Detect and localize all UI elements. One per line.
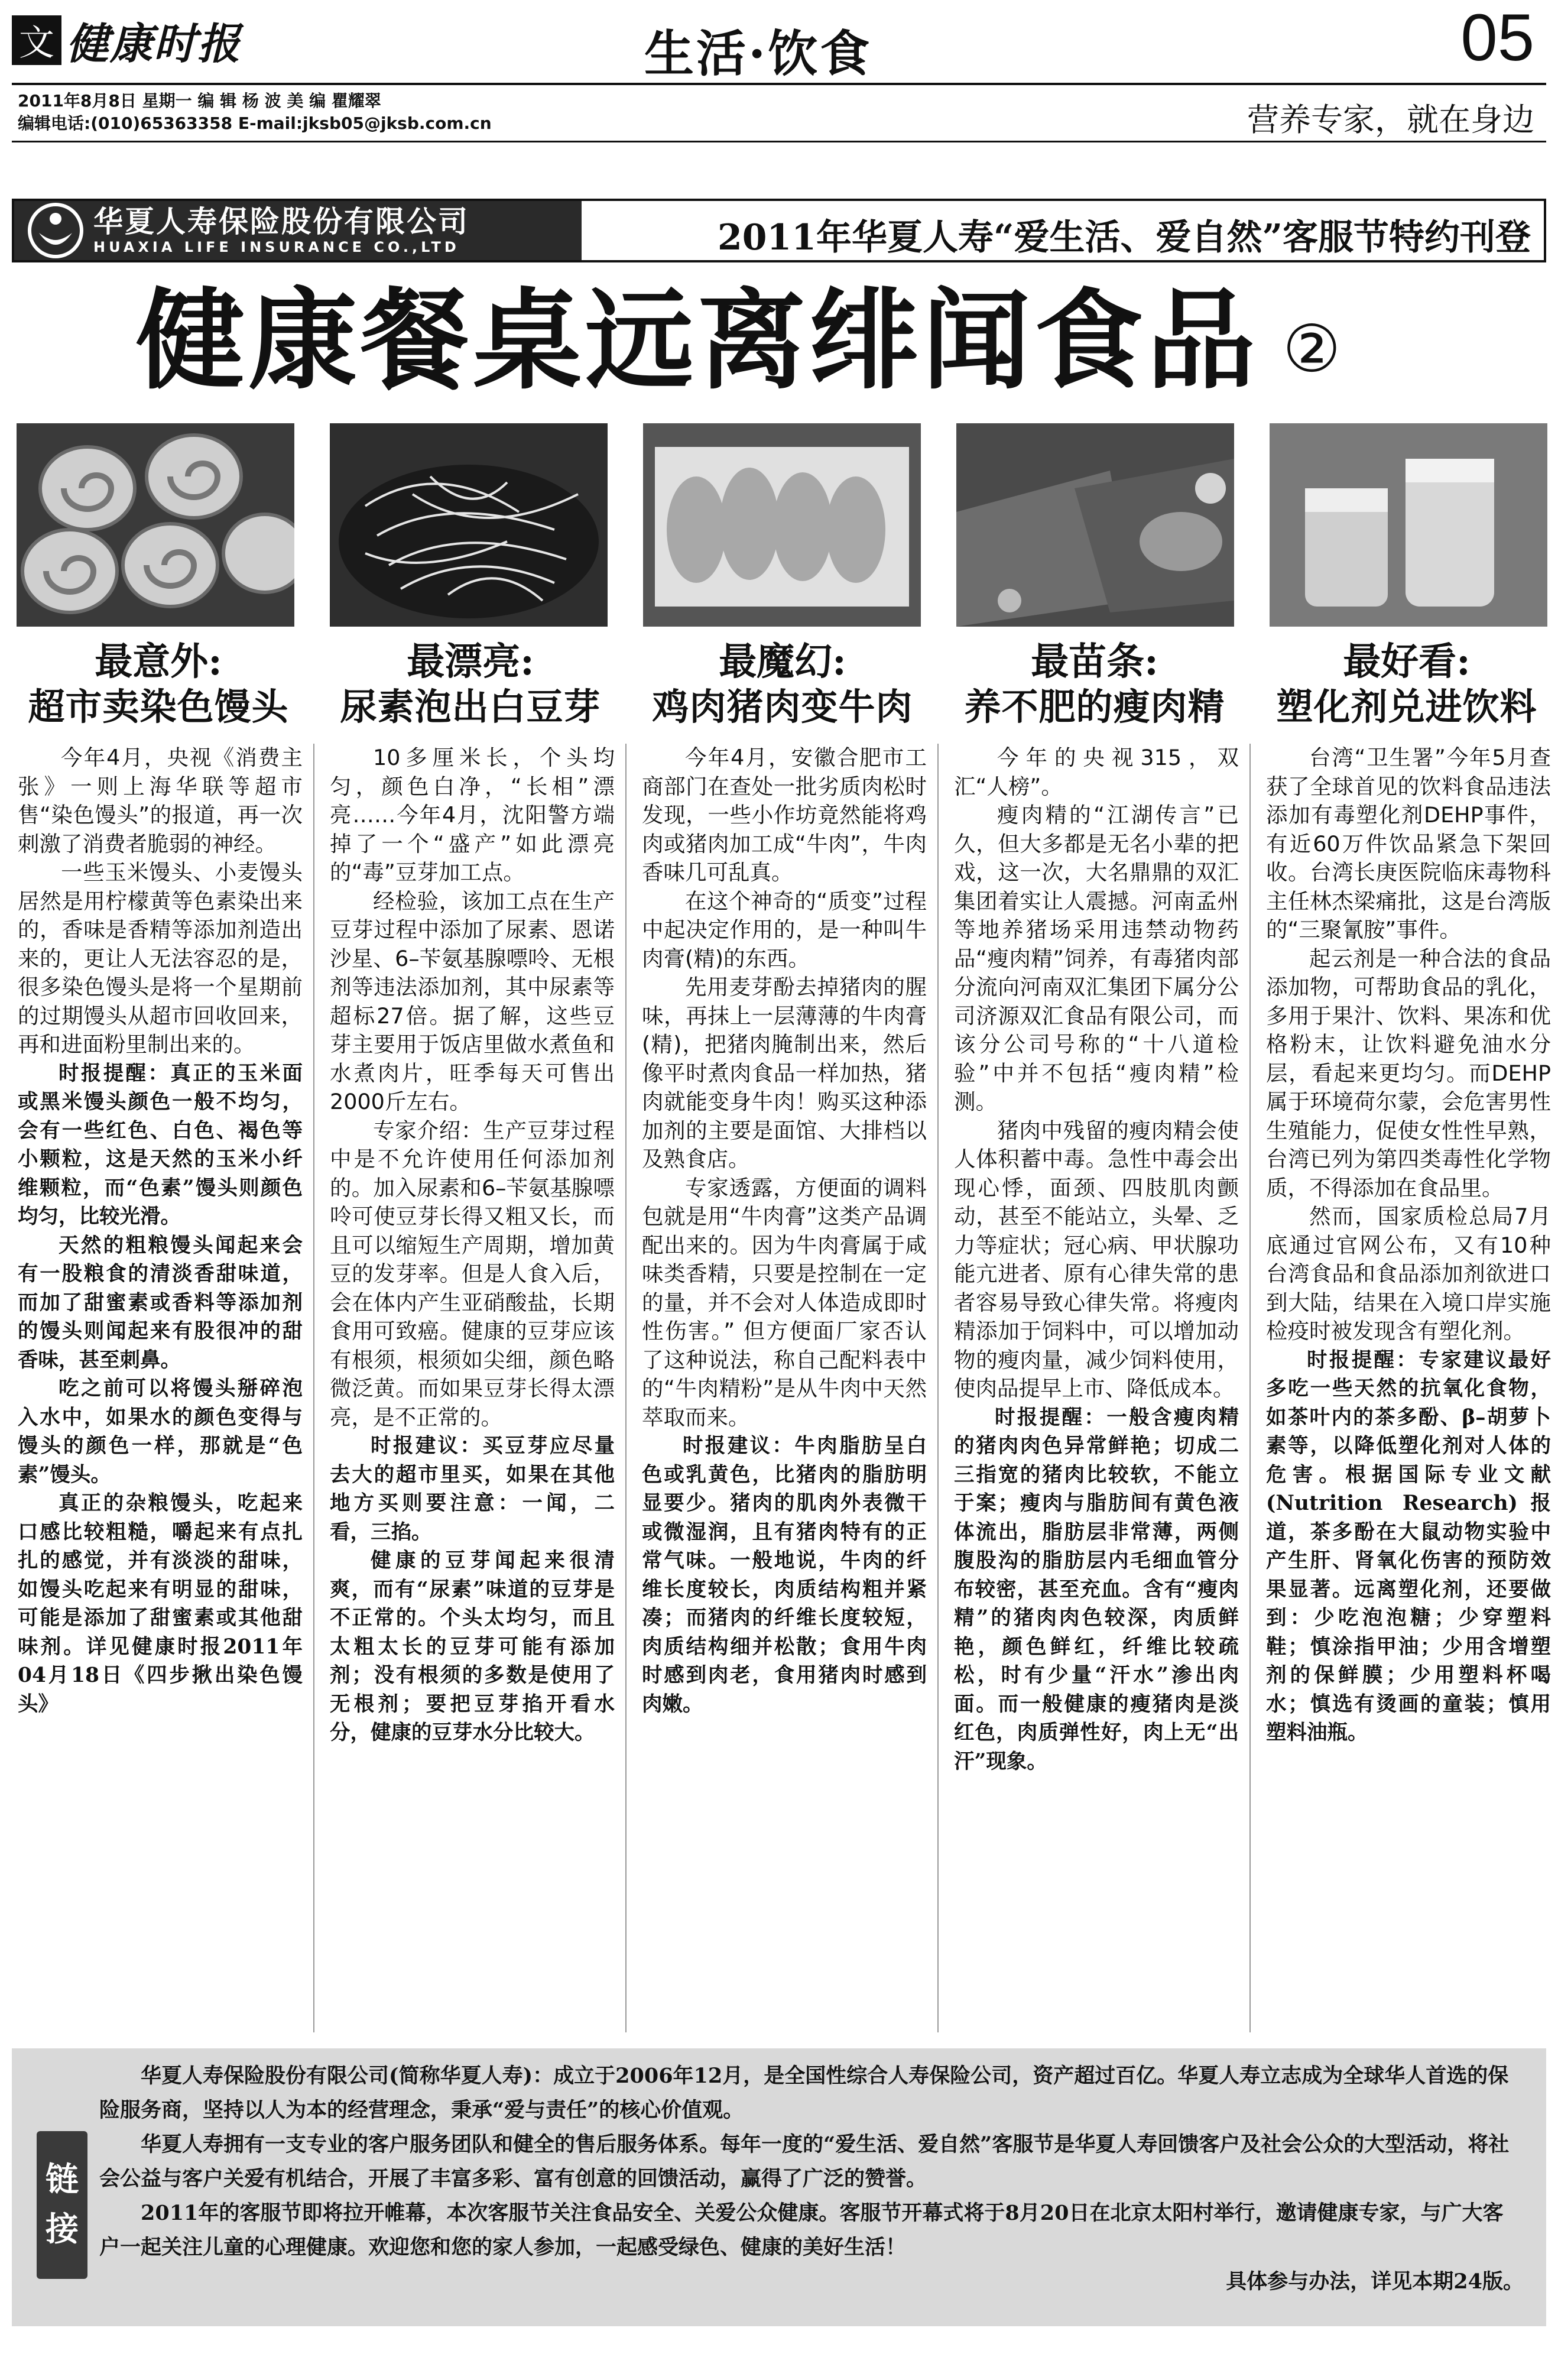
tip-label: 时报建议：	[683, 1434, 795, 1458]
col2-title-tag: 最漂亮:	[407, 640, 534, 684]
headline-text: 健康餐桌远离绯闻食品	[136, 278, 1260, 404]
tip-label: 时报建议：	[371, 1434, 483, 1458]
col3-title-tag: 最魔幻:	[719, 640, 846, 684]
link-box	[12, 2048, 1546, 2326]
link-paragraph	[99, 2059, 1524, 2128]
link-reference: 具体参与办法，详见本期24版。	[1226, 2269, 1524, 2294]
col2-title-main: 尿素泡出白豆芽	[340, 685, 601, 728]
link-label-top: 链	[46, 2161, 79, 2199]
tip-text: 真正的玉米面或黑米馒头颜色一般不均匀，会有一些红色、白色、褐色等小颗粒，这是天然的玉米小纤维颗粒，而“色素”馒头则颜色均匀，比较光滑。	[18, 1061, 303, 1228]
paragraph: 10多厘米长，个头均匀，颜色白净，“长相”漂亮……今年4月，沈阳警方端掉了一个“盛产”如此漂亮的“毒”豆芽加工点。	[330, 745, 615, 885]
paragraph: 瘦肉精的“江湖传言”已久，但大多都是无名小辈的把戏，这一次，大名鼎鼎的双汇集团着实让人震撼。河南孟州等地养猪场采用违禁动物药品“瘦肉精”饲养，有毒猪肉部分流向河南双汇集团下属分公司济源双汇食品有限公司，而该分公司号称的“十八道检验”中并不包括“瘦肉精”检测。	[954, 802, 1239, 1114]
paragraph: 专家介绍：生产豆芽过程中是不允许使用任何添加剂的。加入尿素和6–苄氨基腺嘌呤可使豆芽长得又粗又长，而且可以缩短生产周期，增加黄豆的发芽率。但是人食入后，会在体内产生亚硝酸盐，长期食用可致癌。健康的豆芽应该有根须，根须如尖细，颜色略微泛黄。而如果豆芽长得太漂亮，是不正常的。	[330, 1117, 615, 1430]
header-meta	[18, 90, 492, 135]
tip-text: 一般含瘦肉精的猪肉肉色异常鲜艳；切成二三指宽的猪肉比较软，不能立于案；瘦肉与脂肪间有黄色液体流出，脂肪层非常薄，两侧腹股沟的脂肪层内毛细血管分布较密，甚至充血。含有“瘦肉精”的猪肉肉色较深，肉质鲜艳，颜色鲜红，纤维比较疏松，时有少量“汗水”渗出肉面。而一般健康的瘦猪肉是淡红色，肉质弹性好，肉上无“出汗”现象。	[954, 1405, 1239, 1773]
headline	[136, 279, 1345, 411]
newspaper-logo	[12, 13, 241, 67]
paragraph: 一些玉米馒头、小麦馒头居然是用柠檬黄等色素染出来的，香味是香精等添加剂造出来的，更让人无法容忍的是，很多染色馒头是将一个星期前的过期馒头从超市回收回来，再和进面粉里制出来的。	[18, 860, 303, 1057]
sponsor-tagline: 2011年华夏人寿“爱生活、爱自然”客服节特约刊登	[717, 217, 1531, 258]
header-slogan: 营养专家，就在身边	[1247, 101, 1534, 138]
col3-title-main: 鸡肉猪肉变牛肉	[652, 685, 913, 728]
tip-text: 专家建议最好多吃一些天然的抗氧化食物，如茶叶内的茶多酚、β–胡萝卜素等，以降低塑化剂对人体的危害。根据国际专业文献(Nutrition Research)报道，茶多酚在大鼠动物实验中产生肝、肾氧化伤害的预防效果显著。远离塑化剂，还要做到：少吃泡泡糖；少穿塑料鞋；慎涂指甲油；少用含增塑剂的保鲜膜；少用塑料杯喝水；慎选有烫画的童装；慎用塑料油瓶。	[1266, 1348, 1551, 1745]
tip-paragraph	[18, 1059, 303, 1231]
section-title: 生活·饮食	[644, 24, 872, 83]
col1-title-tag: 最意外:	[95, 640, 222, 684]
col3-title	[636, 640, 929, 729]
col1-title-main: 超市卖染色馒头	[28, 685, 289, 728]
article-column-1	[18, 744, 303, 1718]
tip-paragraph	[330, 1432, 615, 1546]
sponsor-banner	[12, 199, 1546, 262]
logo-glyph: 文	[12, 15, 61, 65]
tip-text: 牛肉脂肪呈白色或乳黄色，比猪肉的脂肪明显要少。猪肉的肌肉外表微干或微湿润，且有猪肉特有的正常气味。一般地说，牛肉的纤维长度较长，肉质结构粗并紧凑；而猪肉的纤维长度较短，肉质结构细并松散；食用牛肉时感到肉老，食用猪肉时感到肉嫩。	[642, 1434, 927, 1716]
column-divider	[1249, 744, 1251, 2032]
sponsor-name: 华夏人寿保险股份有限公司	[93, 205, 469, 239]
editor-contact: 编辑电话:(010)65363358 E-mail:jksb05@jksb.com.cn	[18, 114, 492, 133]
newspaper-name: 健康时报	[66, 18, 242, 69]
col2-title	[324, 640, 617, 729]
date-editors: 2011年8月8日 星期一 编 辑 杨 波 美 编 瞿耀翠	[18, 91, 381, 111]
col5-title-main: 塑化剂兑进饮料	[1276, 685, 1537, 728]
photo-drinks	[1270, 423, 1547, 627]
tip-text: 买豆芽应尽量去大的超市里买，如果在其他地方买则要注意：一闻，二看，三掐。	[330, 1434, 615, 1544]
sponsor-name-en: HUAXIA LIFE INSURANCE CO.,LTD	[93, 239, 460, 255]
tip-paragraph: 健康的豆芽闻起来很清爽，而有“尿素”味道的豆芽是不正常的。个头太均匀，而且太粗太长的豆芽可能有添加剂；没有根须的多数是使用了无根剂；要把豆芽掐开看水分，健康的豆芽水分比较大。	[330, 1549, 615, 1745]
col4-title-main: 养不肥的瘦肉精	[964, 685, 1225, 728]
tip-paragraph: 吃之前可以将馒头掰碎泡入水中，如果水的颜色变得与馒头的颜色一样，那就是“色素”馒头。	[18, 1377, 303, 1487]
page-number: 05	[1460, 1, 1534, 74]
company-name: 华夏人寿保险股份有限公司	[141, 2064, 390, 2088]
article-column-2	[330, 744, 615, 1747]
tip-paragraph	[642, 1432, 927, 1718]
column-divider	[937, 744, 939, 2032]
tip-paragraph	[1266, 1346, 1551, 1747]
link-label	[37, 2131, 87, 2279]
tip-paragraph: 天然的粗粮馒头闻起来会有一股粮食的清淡香甜味道，而加了甜蜜素或香料等添加剂的馒头则闻起来有股很冲的甜香味，甚至刺鼻。	[18, 1233, 303, 1372]
photo-bean-sprouts	[330, 423, 608, 627]
paragraph: 起云剂是一种合法的食品添加物，可帮助食品的乳化，多用于果汁、饮料、果冻和优格粉末，让饮料避免油水分层，看起来更均匀。而DEHP属于环境荷尔蒙，会危害男性生殖能力，促使女性性早熟，台湾已列为第四类毒性化学物质，不得添加在食品里。	[1266, 945, 1551, 1201]
link-text	[99, 2059, 1524, 2299]
paragraph: 台湾“卫生署”今年5月查获了全球首见的饮料食品违法添加有毒塑化剂DEHP事件，有近60万件饮品紧急下架回收。台湾长庚医院临床毒物科主任林杰梁痛批，这是台湾版的“三聚氰胺”事件。	[1266, 745, 1551, 942]
sponsor-block	[14, 201, 582, 260]
article-column-4	[954, 744, 1239, 1776]
link-paragraph: 华夏人寿拥有一支专业的客户服务团队和健全的售后服务体系。每年一度的“爱生活、爱自然”客服节是华夏人寿回馈客户及社会公众的大型活动，将社会公益与客户关爱有机结合，开展了丰富多彩、富有创意的回馈活动，赢得了广泛的赞誉。	[99, 2132, 1510, 2191]
paragraph: 猪肉中残留的瘦肉精会使人体积蓄中毒。急性中毒会出现心悸，面颈、四肢肌肉颤动，甚至不能站立，头晕、乏力等症状；冠心病、甲状腺功能亢进者、原有心律失常的患者容易导致心律失常。将瘦肉精添加于饲料中，可以增加动物的瘦肉量，减少饲料使用，使肉品提早上市、降低成本。	[954, 1117, 1239, 1401]
paragraph: 今年的央视315，双汇“人榜”。	[954, 745, 1239, 799]
paragraph: 经检验，该加工点在生产豆芽过程中添加了尿素、恩诺沙星、6–苄氨基腺嘌呤、无根剂等违法添加剂，其中尿素等超标27倍。据了解，这些豆芽主要用于饭店里做水煮鱼和水煮肉片，旺季每天可售出2000斤左右。	[330, 888, 615, 1114]
col5-title	[1260, 640, 1553, 729]
article-column-3	[642, 744, 927, 1718]
col1-title	[12, 640, 305, 729]
tip-label: 时报提醒：	[1307, 1348, 1419, 1372]
paragraph: 今年4月，央视《消费主张》一则上海华联等超市售“染色馒头”的报道，再一次刺激了消费者脆弱的神经。	[18, 745, 303, 857]
photo-pork-meat	[956, 423, 1234, 627]
col5-title-tag: 最好看:	[1343, 640, 1471, 684]
sponsor-logo-icon	[27, 202, 84, 259]
photo-steamed-buns	[17, 423, 294, 627]
paragraph: 然而，国家质检总局7月底通过官网公布，又有10种台湾食品和食品添加剂欲进口到大陆，结果在入境口岸实施检疫时被发现含有塑化剂。	[1266, 1204, 1551, 1344]
headline-number: ②	[1283, 310, 1345, 387]
paragraph: 今年4月，安徽合肥市工商部门在查处一批劣质肉松时发现，一些小作坊竟然能将鸡肉或猪肉加工成“牛肉”，牛肉香味几可乱真。	[642, 745, 927, 885]
photo-chicken-legs	[643, 423, 921, 627]
paragraph: 在这个神奇的“质变”过程中起决定作用的，是一种叫牛肉膏(精)的东西。	[642, 888, 927, 971]
tip-paragraph: 真正的杂粮馒头，吃起来口感比较粗糙，嚼起来有点扎扎的感觉，并有淡淡的甜味，如馒头吃起来有明显的甜味，可能是添加了甜蜜素或其他甜味剂。详见健康时报2011年04月18日《四步揪出染色馒头》	[18, 1491, 303, 1716]
tip-label: 时报提醒：	[59, 1061, 171, 1085]
link-label-bottom: 接	[46, 2210, 79, 2249]
header-rule-bottom	[12, 141, 1546, 142]
column-divider	[625, 744, 627, 2032]
col4-title	[948, 640, 1241, 729]
paragraph: 专家透露，方便面的调料包就是用“牛肉膏”这类产品调配出来的。因为牛肉膏属于咸味类香精，只要是控制在一定的量，并不会对人体造成即时性伤害。” 但方便面厂家否认了这种说法，称自己配料表中的“牛肉精粉”是从牛肉中天然萃取而来。	[642, 1175, 927, 1430]
article-column-5	[1266, 744, 1551, 1747]
company-intro: (简称华夏人寿)：成立于2006年12月，是全国性综合人寿保险公司，资产超过百亿。华夏人寿立志成为全球华人首选的保险服务商，坚持以人为本的经营理念，秉承“爱与责任”的核心价值观。	[99, 2064, 1509, 2122]
tip-paragraph	[954, 1403, 1239, 1776]
tip-label: 时报提醒：	[995, 1405, 1107, 1429]
link-paragraph: 2011年的客服节即将拉开帷幕，本次客服节关注食品安全、关爱公众健康。客服节开幕式将于8月20日在北京太阳村举行，邀请健康专家，与广大客户一起关注儿童的心理健康。欢迎您和您的家人参加，一起感受绿色、健康的美好生活！	[99, 2201, 1504, 2259]
header-rule	[12, 83, 1546, 85]
col4-title-tag: 最苗条:	[1031, 640, 1158, 684]
column-divider	[313, 744, 314, 2032]
paragraph: 先用麦芽酚去掉猪肉的腥味，再抹上一层薄薄的牛肉膏(精)，把猪肉腌制出来，然后像平时煮肉食品一样加热，猪肉就能变身牛肉！购买这种添加剂的主要是面馆、大排档以及熟食店。	[642, 974, 927, 1172]
